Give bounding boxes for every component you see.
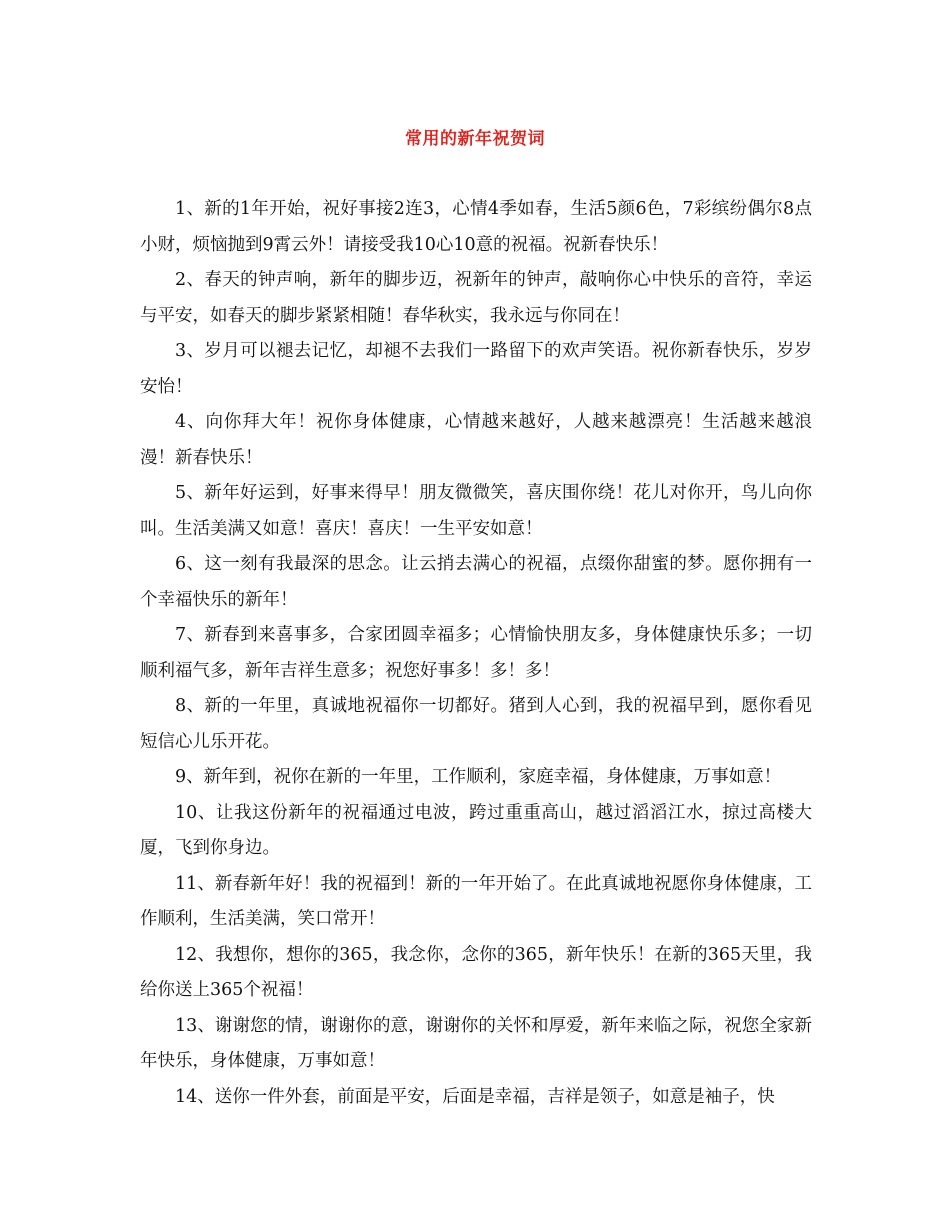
paragraph-4: 4、向你拜大年！祝你身体健康，心情越来越好，人越来越漂亮！生活越来越浪漫！新春快乐！: [140, 412, 812, 468]
paragraph-7: 7、新春到来喜事多，合家团圆幸福多；心情愉快朋友多，身体健康快乐多；一切顺利福气多，新年吉祥生意多；祝您好事多！多！多！: [140, 625, 812, 681]
paragraph-3: 3、岁月可以褪去记忆，却褪不去我们一路留下的欢声笑语。祝你新春快乐，岁岁安怡！: [140, 341, 812, 397]
paragraph-1: 1、新的1年开始，祝好事接2连3，心情4季如春，生活5颜6色，7彩缤纷偶尔8点小财，烦恼抛到9霄云外！请接受我10心10意的祝福。祝新春快乐！: [140, 199, 812, 255]
paragraph-2: 2、春天的钟声响，新年的脚步迈，祝新年的钟声，敲响你心中快乐的音符，幸运与平安，如春天的脚步紧紧相随！春华秋实，我永远与你同在！: [140, 270, 812, 326]
paragraph-10: 10、让我这份新年的祝福通过电波，跨过重重高山，越过滔滔江水，掠过高楼大厦，飞到你身边。: [140, 802, 812, 858]
paragraph-14: 14、送你一件外套，前面是平安，后面是幸福，吉祥是领子，如意是袖子，快: [175, 1086, 775, 1107]
paragraph-8: 8、新的一年里，真诚地祝福你一切都好。猪到人心到，我的祝福早到，愿你看见短信心儿乐开花。: [140, 696, 812, 752]
paragraph-5: 5、新年好运到，好事来得早！朋友微微笑，喜庆围你绕！花儿对你开，鸟儿向你叫。生活美满又如意！喜庆！喜庆！一生平安如意！: [140, 483, 812, 539]
document-title: 常用的新年祝贺词: [405, 129, 545, 149]
paragraph-11: 11、新春新年好！我的祝福到！新的一年开始了。在此真诚地祝愿你身体健康，工作顺利，生活美满，笑口常开！: [140, 873, 812, 929]
paragraph-13: 13、谢谢您的情，谢谢你的意，谢谢你的关怀和厚爱，新年来临之际，祝您全家新年快乐，身体健康，万事如意！: [140, 1015, 812, 1071]
document-body: [140, 192, 812, 1115]
paragraph-9: 9、新年到，祝你在新的一年里，工作顺利，家庭幸福，身体健康，万事如意！: [175, 767, 782, 787]
paragraph-6: 6、这一刻有我最深的思念。让云捎去满心的祝福，点缀你甜蜜的梦。愿你拥有一个幸福快乐的新年！: [140, 554, 812, 610]
paragraph-12: 12、我想你，想你的365，我念你，念你的365，新年快乐！在新的365天里，我给你送上365个祝福！: [140, 944, 812, 1000]
